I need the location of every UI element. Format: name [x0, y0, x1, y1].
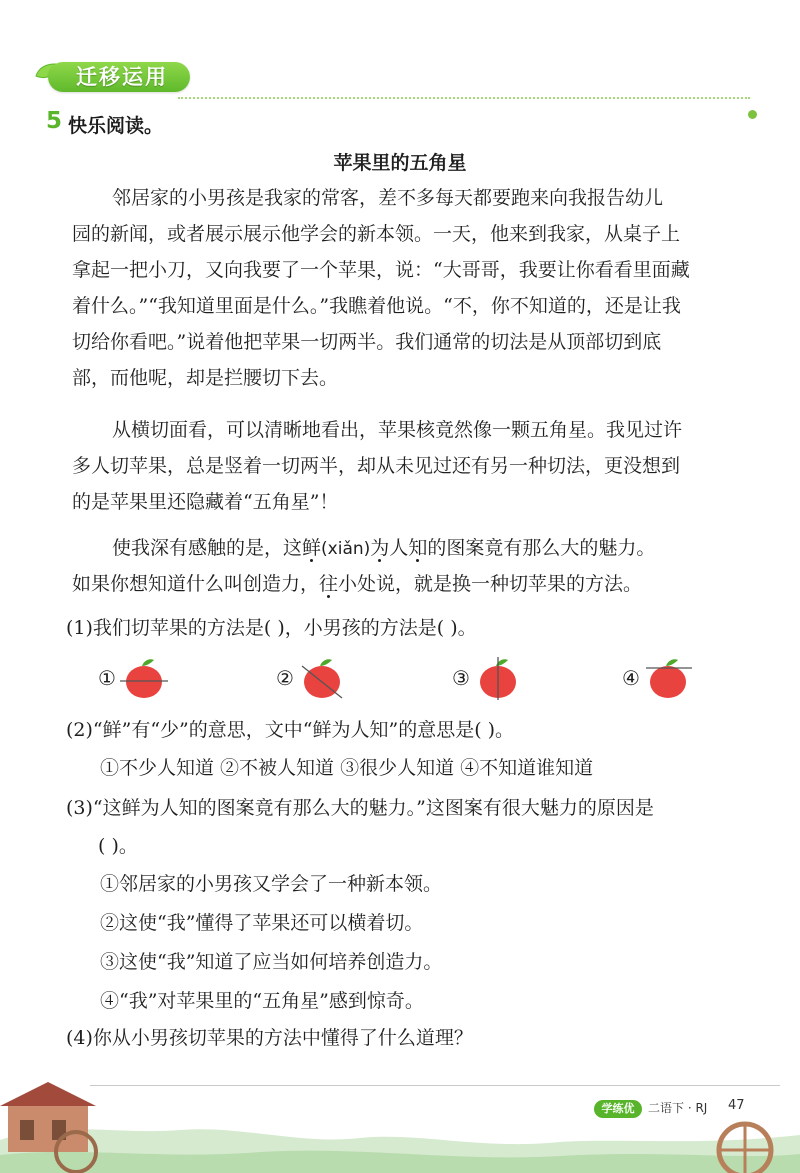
story-paragraph-1 — [72, 180, 762, 396]
story-paragraph-3 — [72, 530, 762, 602]
paragraph-line: 切给你看吧。”说着他把苹果一切两半。我们通常的切法是从顶部切到底 — [72, 331, 662, 353]
header-divider — [178, 97, 750, 99]
text-segment: 人 — [389, 537, 409, 559]
paragraph-line: 园的新闻，或者展示展示他学会的新本领。一天，他来到我家，从桌子上 — [72, 223, 681, 245]
apple-icon — [296, 656, 348, 700]
question-3-option-1: ①邻居家的小男孩又学会了一种新本领。 — [100, 873, 443, 895]
question-2-options: ①不少人知道 ②不被人知道 ③很少人知道 ④不知道谁知道 — [100, 757, 594, 779]
footer-divider — [90, 1085, 780, 1086]
apple-icon — [472, 656, 524, 700]
apple-option-2[interactable] — [276, 655, 348, 700]
divider-dot — [748, 110, 757, 119]
page-number: 47 — [728, 1098, 745, 1113]
question-3-option-3: ③这使“我”知道了应当如何培养创造力。 — [100, 951, 443, 973]
option-number: ③ — [452, 665, 470, 690]
question-2: (2)“鲜”有“少”的意思，文中“鲜为人知”的意思是( )。 — [66, 719, 515, 741]
paragraph-line: 多人切苹果，总是竖着一切两半，却从未见过还有另一种切法，更没想到 — [72, 455, 681, 477]
option-number: ① — [98, 665, 116, 690]
story-title: 苹果里的五角星 — [333, 152, 467, 174]
question-4: (4)你从小男孩切苹果的方法中懂得了什么道理？ — [66, 1027, 473, 1049]
emphasis-dotted-word: 知 — [408, 537, 428, 559]
question-title: 快乐阅读。 — [68, 115, 164, 137]
paragraph-line: 拿起一把小刀，又向我要了一个苹果，说：“大哥哥，我要让你看看里面藏 — [72, 259, 690, 281]
question-3-option-2: ②这使“我”懂得了苹果还可以横着切。 — [100, 912, 424, 934]
emphasis-dotted-word: 往 — [319, 573, 339, 595]
paragraph-line: 部，而他呢，却是拦腰切下去。 — [72, 367, 339, 389]
paragraph-line: 的是苹果里还隐藏着“五角星”！ — [72, 491, 339, 513]
apple-option-1[interactable] — [98, 655, 170, 700]
apple-option-4[interactable] — [622, 655, 694, 700]
landscape-illustration — [0, 1080, 800, 1173]
pinyin-annotation: (xiǎn) — [321, 539, 371, 559]
emphasis-dotted-word: 为 — [370, 537, 390, 559]
question-number: 5 — [46, 108, 63, 134]
text-segment: 如果你想知道什么叫创造力， — [72, 573, 320, 595]
text-segment: 的图案竟有那么大的魅力。 — [427, 537, 656, 559]
publisher-badge: 学练优 — [594, 1100, 642, 1118]
question-1: (1)我们切苹果的方法是( )，小男孩的方法是( )。 — [66, 617, 477, 639]
question-3-blank: ( )。 — [98, 835, 138, 857]
paragraph-line: 从横切面看，可以清晰地看出，苹果核竟然像一颗五角星。我见过许 — [112, 419, 683, 441]
section-label: 迁移运用 — [76, 65, 168, 89]
option-number: ④ — [622, 665, 640, 690]
apple-option-3[interactable] — [452, 655, 524, 700]
question-3: (3)“这鲜为人知的图案竟有那么大的魅力。”这图案有很大魅力的原因是 — [66, 797, 654, 819]
paragraph-line: 着什么。”“我知道里面是什么。”我瞧着他说。“不，你不知道的，还是让我 — [72, 295, 681, 317]
paragraph-line — [72, 530, 762, 566]
option-number: ② — [276, 665, 294, 690]
apple-icon — [118, 656, 170, 700]
question-3-option-4: ④“我”对苹果里的“五角星”感到惊奇。 — [100, 990, 424, 1012]
paragraph-line — [72, 566, 762, 602]
emphasis-dotted-word: 鲜 — [302, 537, 322, 559]
paragraph-line: 邻居家的小男孩是我家的常客，差不多每天都要跑来向我报告幼儿 — [112, 187, 664, 209]
text-segment: 小处说，就是换一种切苹果的方法。 — [338, 573, 643, 595]
story-paragraph-2 — [72, 412, 762, 520]
text-segment: 使我深有感触的是，这 — [112, 537, 303, 559]
section-banner — [34, 60, 184, 94]
book-label: 二语下 · RJ — [648, 1101, 708, 1115]
apple-icon — [642, 656, 694, 700]
